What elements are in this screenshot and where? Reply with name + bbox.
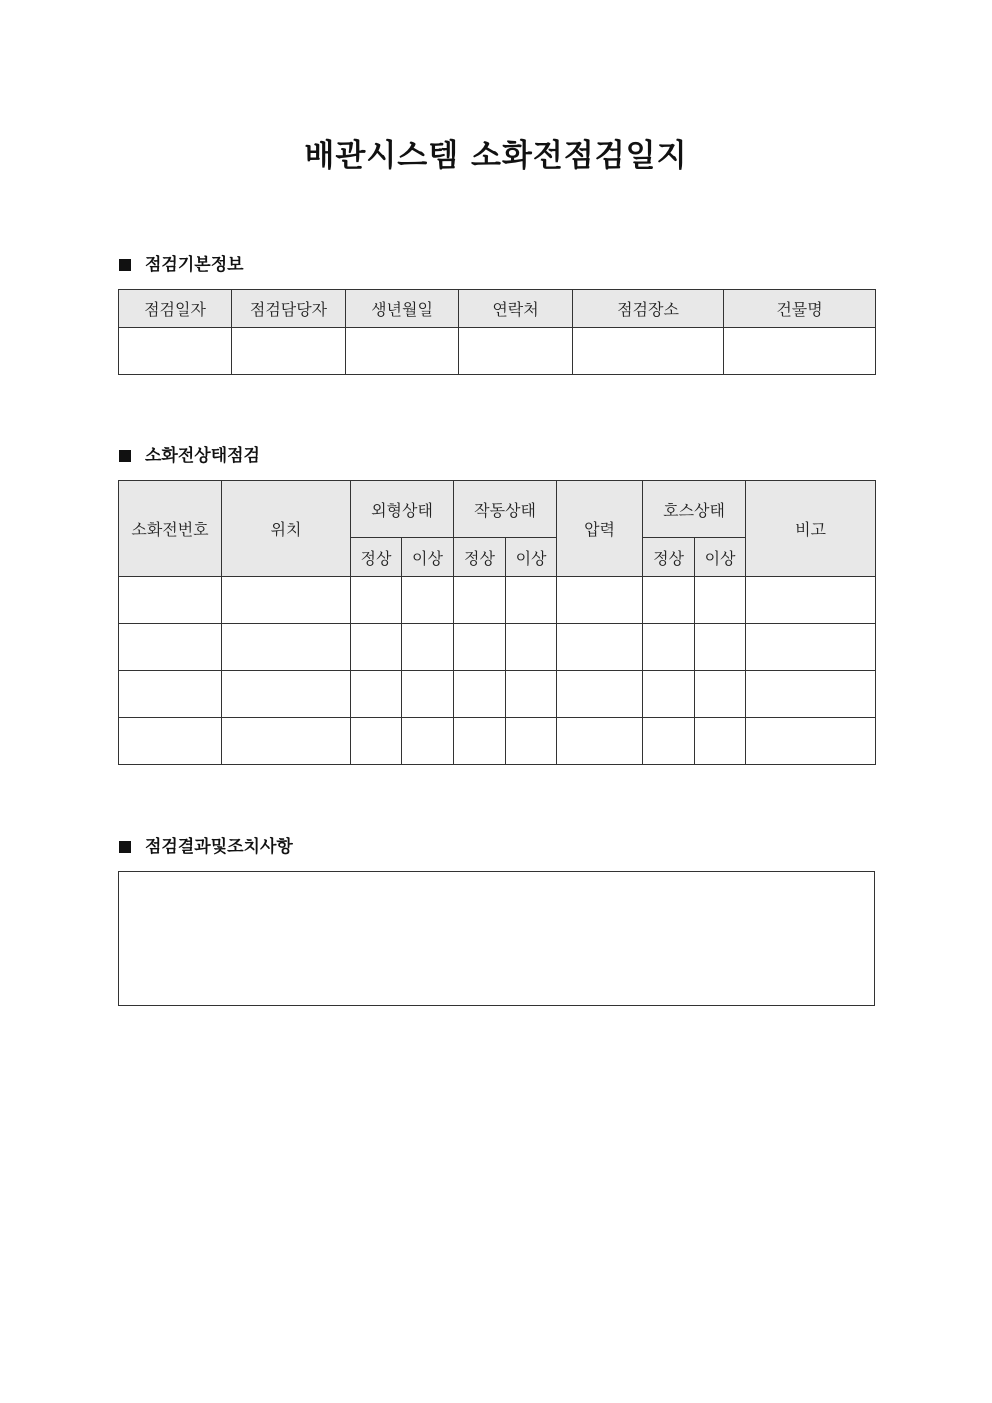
header-appearance-abnormal: 이상 bbox=[402, 538, 454, 577]
header-contact: 연락처 bbox=[459, 290, 573, 328]
appearance-normal-cell[interactable] bbox=[351, 671, 402, 718]
contact-cell[interactable] bbox=[459, 328, 573, 375]
black-square-icon bbox=[119, 841, 131, 853]
remarks-cell[interactable] bbox=[746, 624, 876, 671]
location-cell[interactable] bbox=[222, 577, 351, 624]
pressure-cell[interactable] bbox=[557, 671, 643, 718]
inspector-cell[interactable] bbox=[232, 328, 346, 375]
header-hydrant-number: 소화전번호 bbox=[119, 481, 222, 577]
hose-normal-cell[interactable] bbox=[643, 624, 695, 671]
hydrant-number-cell[interactable] bbox=[119, 624, 222, 671]
header-inspector: 점검담당자 bbox=[232, 290, 346, 328]
result-notes-box[interactable] bbox=[118, 871, 875, 1006]
hydrant-status-table bbox=[118, 480, 876, 765]
appearance-normal-cell[interactable] bbox=[351, 718, 402, 765]
hydrant-rows bbox=[119, 577, 876, 765]
hydrant-number-cell[interactable] bbox=[119, 577, 222, 624]
inspection-date-cell[interactable] bbox=[119, 328, 232, 375]
hose-abnormal-cell[interactable] bbox=[695, 624, 746, 671]
remarks-cell[interactable] bbox=[746, 671, 876, 718]
operation-abnormal-cell[interactable] bbox=[506, 718, 557, 765]
appearance-abnormal-cell[interactable] bbox=[402, 718, 454, 765]
appearance-abnormal-cell[interactable] bbox=[402, 624, 454, 671]
remarks-cell[interactable] bbox=[746, 577, 876, 624]
header-appearance-normal: 정상 bbox=[351, 538, 402, 577]
section-heading-basic-info bbox=[119, 254, 244, 276]
header-birth-date: 생년월일 bbox=[346, 290, 459, 328]
pressure-cell[interactable] bbox=[557, 624, 643, 671]
location-cell[interactable] bbox=[222, 624, 351, 671]
table-row bbox=[119, 577, 876, 624]
location-cell[interactable] bbox=[222, 718, 351, 765]
operation-abnormal-cell[interactable] bbox=[506, 671, 557, 718]
operation-normal-cell[interactable] bbox=[454, 671, 506, 718]
section-heading-label: 점검결과및조치사항 bbox=[145, 837, 293, 857]
operation-abnormal-cell[interactable] bbox=[506, 624, 557, 671]
black-square-icon bbox=[119, 450, 131, 462]
page-title: 배관시스템 소화전점검일지 bbox=[304, 138, 688, 174]
operation-abnormal-cell[interactable] bbox=[506, 577, 557, 624]
section-heading-label: 점검기본정보 bbox=[145, 255, 244, 275]
header-building-name: 건물명 bbox=[724, 290, 876, 328]
location-cell[interactable] bbox=[222, 671, 351, 718]
table-row bbox=[119, 328, 876, 375]
building-name-cell[interactable] bbox=[724, 328, 876, 375]
header-inspection-date: 점검일자 bbox=[119, 290, 232, 328]
section-heading-status-check bbox=[119, 445, 260, 467]
header-pressure: 압력 bbox=[557, 481, 643, 577]
header-hose-normal: 정상 bbox=[643, 538, 695, 577]
table-header-row bbox=[119, 481, 876, 538]
table-row bbox=[119, 624, 876, 671]
header-hose: 호스상태 bbox=[643, 481, 746, 538]
appearance-normal-cell[interactable] bbox=[351, 624, 402, 671]
section-heading-result bbox=[119, 836, 293, 858]
hose-normal-cell[interactable] bbox=[643, 671, 695, 718]
pressure-cell[interactable] bbox=[557, 577, 643, 624]
operation-normal-cell[interactable] bbox=[454, 718, 506, 765]
operation-normal-cell[interactable] bbox=[454, 577, 506, 624]
appearance-abnormal-cell[interactable] bbox=[402, 577, 454, 624]
hose-normal-cell[interactable] bbox=[643, 718, 695, 765]
hose-abnormal-cell[interactable] bbox=[695, 577, 746, 624]
pressure-cell[interactable] bbox=[557, 718, 643, 765]
hose-normal-cell[interactable] bbox=[643, 577, 695, 624]
inspection-place-cell[interactable] bbox=[573, 328, 724, 375]
hydrant-number-cell[interactable] bbox=[119, 671, 222, 718]
header-hose-abnormal: 이상 bbox=[695, 538, 746, 577]
remarks-cell[interactable] bbox=[746, 718, 876, 765]
appearance-abnormal-cell[interactable] bbox=[402, 671, 454, 718]
basic-info-table bbox=[118, 289, 876, 375]
table-row bbox=[119, 718, 876, 765]
hose-abnormal-cell[interactable] bbox=[695, 718, 746, 765]
header-operation: 작동상태 bbox=[454, 481, 557, 538]
header-operation-abnormal: 이상 bbox=[506, 538, 557, 577]
header-remarks: 비고 bbox=[746, 481, 876, 577]
hydrant-number-cell[interactable] bbox=[119, 718, 222, 765]
header-appearance: 외형상태 bbox=[351, 481, 454, 538]
table-row bbox=[119, 671, 876, 718]
section-heading-label: 소화전상태점검 bbox=[145, 446, 260, 466]
header-inspection-place: 점검장소 bbox=[573, 290, 724, 328]
appearance-normal-cell[interactable] bbox=[351, 577, 402, 624]
operation-normal-cell[interactable] bbox=[454, 624, 506, 671]
table-header-row bbox=[119, 290, 876, 328]
black-square-icon bbox=[119, 259, 131, 271]
hose-abnormal-cell[interactable] bbox=[695, 671, 746, 718]
header-operation-normal: 정상 bbox=[454, 538, 506, 577]
birth-date-cell[interactable] bbox=[346, 328, 459, 375]
header-location: 위치 bbox=[222, 481, 351, 577]
